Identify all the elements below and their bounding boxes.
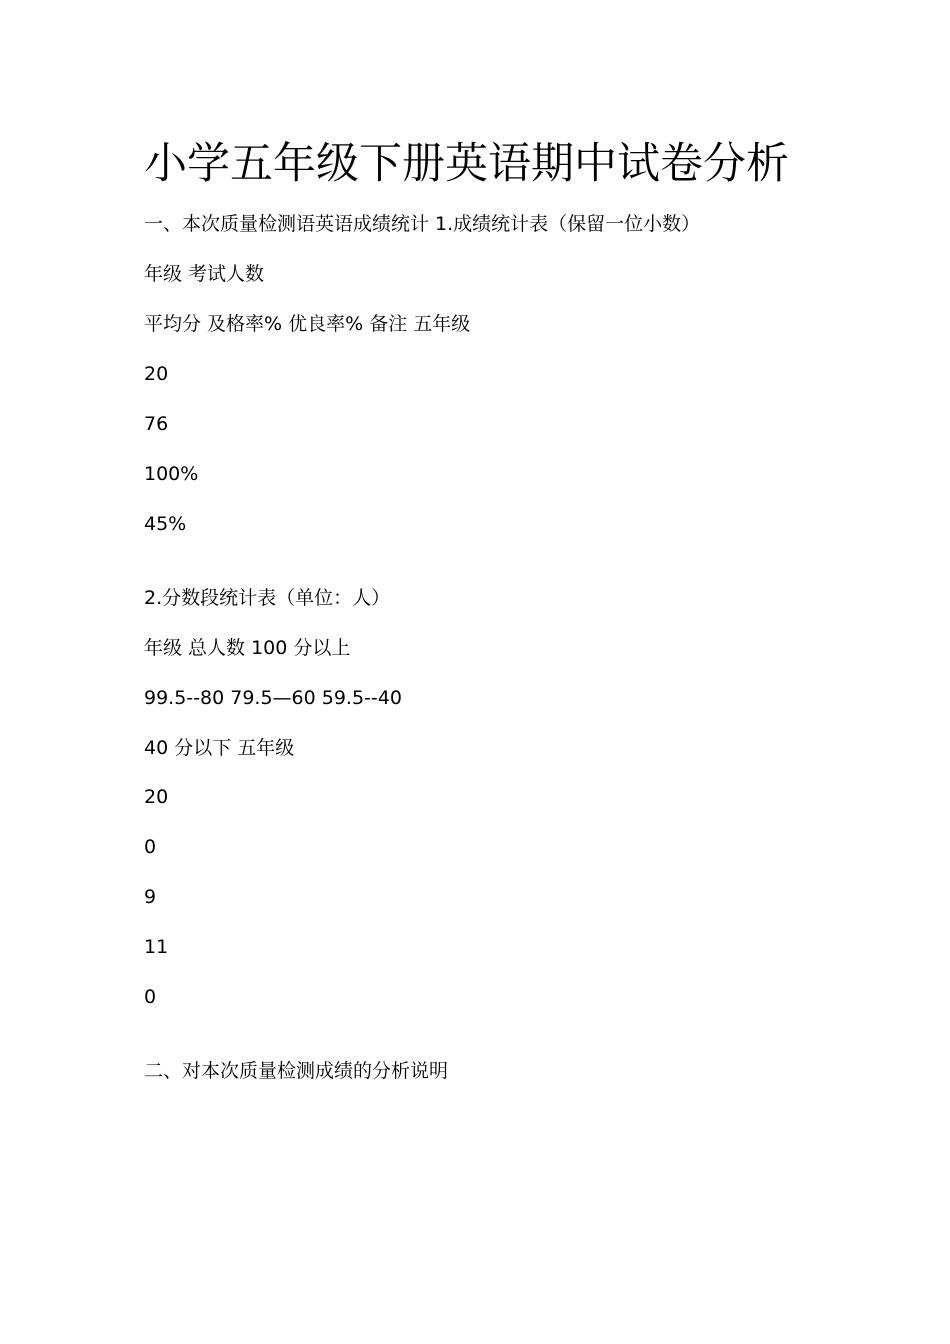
table-2-header-row-2: 99.5--80 79.5—60 59.5--40 xyxy=(144,687,402,709)
section-2-heading: 二、对本次质量检测成绩的分析说明 xyxy=(144,1060,449,1082)
table-1-value-average: 76 xyxy=(144,413,169,435)
table-1-value-pass-rate: 100% xyxy=(144,463,199,485)
table-1-value-excellent-rate: 45% xyxy=(144,513,187,535)
table-2-value-60-79: 11 xyxy=(144,936,169,958)
table-2-value-40-59: 0 xyxy=(144,986,157,1008)
document-title: 小学五年级下册英语期中试卷分析 xyxy=(144,139,789,189)
section-1-heading: 一、本次质量检测语英语成绩统计 1.成绩统计表（保留一位小数） xyxy=(144,213,701,235)
table-1-header-row-2: 平均分 及格率% 优良率% 备注 五年级 xyxy=(144,313,471,335)
table-2-value-over-100: 0 xyxy=(144,836,157,858)
table-1-value-exam-count: 20 xyxy=(144,363,169,385)
table-2-header-row-3: 40 分以下 五年级 xyxy=(144,737,295,759)
table-1-header-row-1: 年级 考试人数 xyxy=(144,263,265,285)
table-2-caption: 2.分数段统计表（单位：人） xyxy=(144,587,391,609)
table-2-value-total: 20 xyxy=(144,786,169,808)
table-2-header-row-1: 年级 总人数 100 分以上 xyxy=(144,637,351,659)
table-2-value-80-99: 9 xyxy=(144,886,157,908)
